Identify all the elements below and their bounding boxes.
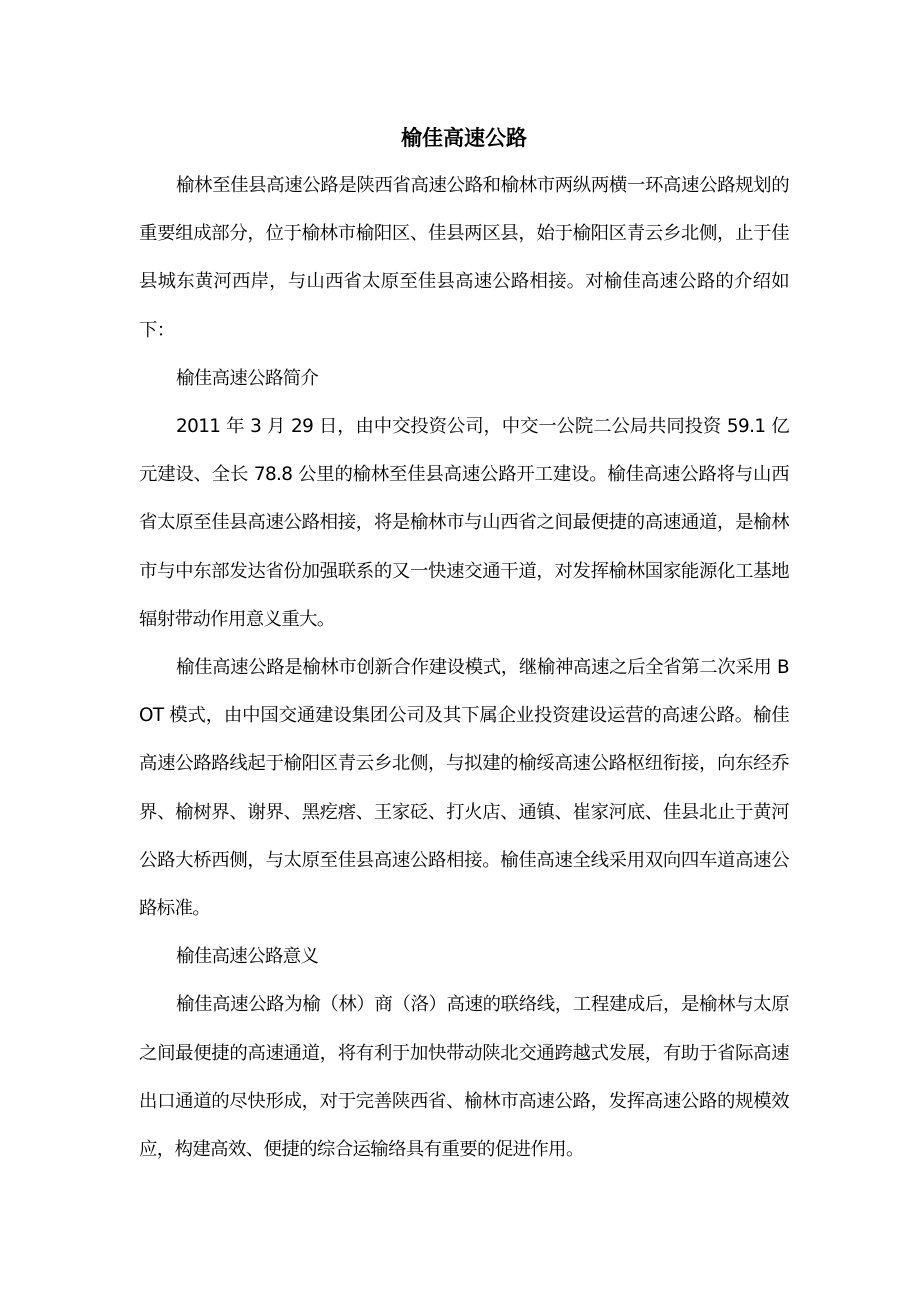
section-heading-significance: 榆佳高速公路意义 bbox=[176, 946, 319, 968]
intro-paragraph: 榆林至佳县高速公路是陕西省高速公路和榆林市两纵两横一环高速公路规划的重要组成部分，位于榆林市榆阳区、佳县两区县，始于榆阳区青云乡北侧，止于佳县城东黄河西岸，与山西省太原至佳县高速公路相接。对榆佳高速公路的介绍如下： bbox=[139, 175, 789, 341]
section-heading-overview: 榆佳高速公路简介 bbox=[176, 367, 319, 389]
document-title: 榆佳高速公路 bbox=[401, 126, 527, 150]
overview-paragraph-2: 榆佳高速公路是榆林市创新合作建设模式，继榆神高速之后全省第二次采用 BOT 模式，由中国交通建设集团公司及其下属企业投资建设运营的高速公路。榆佳高速公路路线起于榆阳区青云乡北侧，与拟建的榆绥高速公路枢纽衔接，向东经乔界、榆树界、谢界、黑疙瘩、王家砭、打火店、通镇、崔家河底、佳县北止于黄河公路大桥西侧，与太原至佳县高速公路相接。榆佳高速全线采用双向四车道高速公路标准。 bbox=[139, 657, 789, 920]
significance-paragraph: 榆佳高速公路为榆（林）商（洛）高速的联络线，工程建成后，是榆林与太原之间最便捷的高速通道，将有利于加快带动陕北交通跨越式发展，有助于省际高速出口通道的尽快形成，对于完善陕西省、榆林市高速公路，发挥高速公路的规模效应，构建高效、便捷的综合运输络具有重要的促进作用。 bbox=[139, 994, 789, 1161]
document-page bbox=[139, 118, 789, 1174]
overview-paragraph-1: 2011 年 3 月 29 日，由中交投资公司，中交一公院二公局共同投资 59.1 亿元建设、全长 78.8 公里的榆林至佳县高速公路开工建设。榆佳高速公路将与山西省太原至佳县高速公路相接，将是榆林市与山西省之间最便捷的高速通道，是榆林市与中东部发达省份加强联系的又一快速交通干道，对发挥榆林国家能源化工基地辐射带动作用意义重大。 bbox=[139, 416, 789, 630]
